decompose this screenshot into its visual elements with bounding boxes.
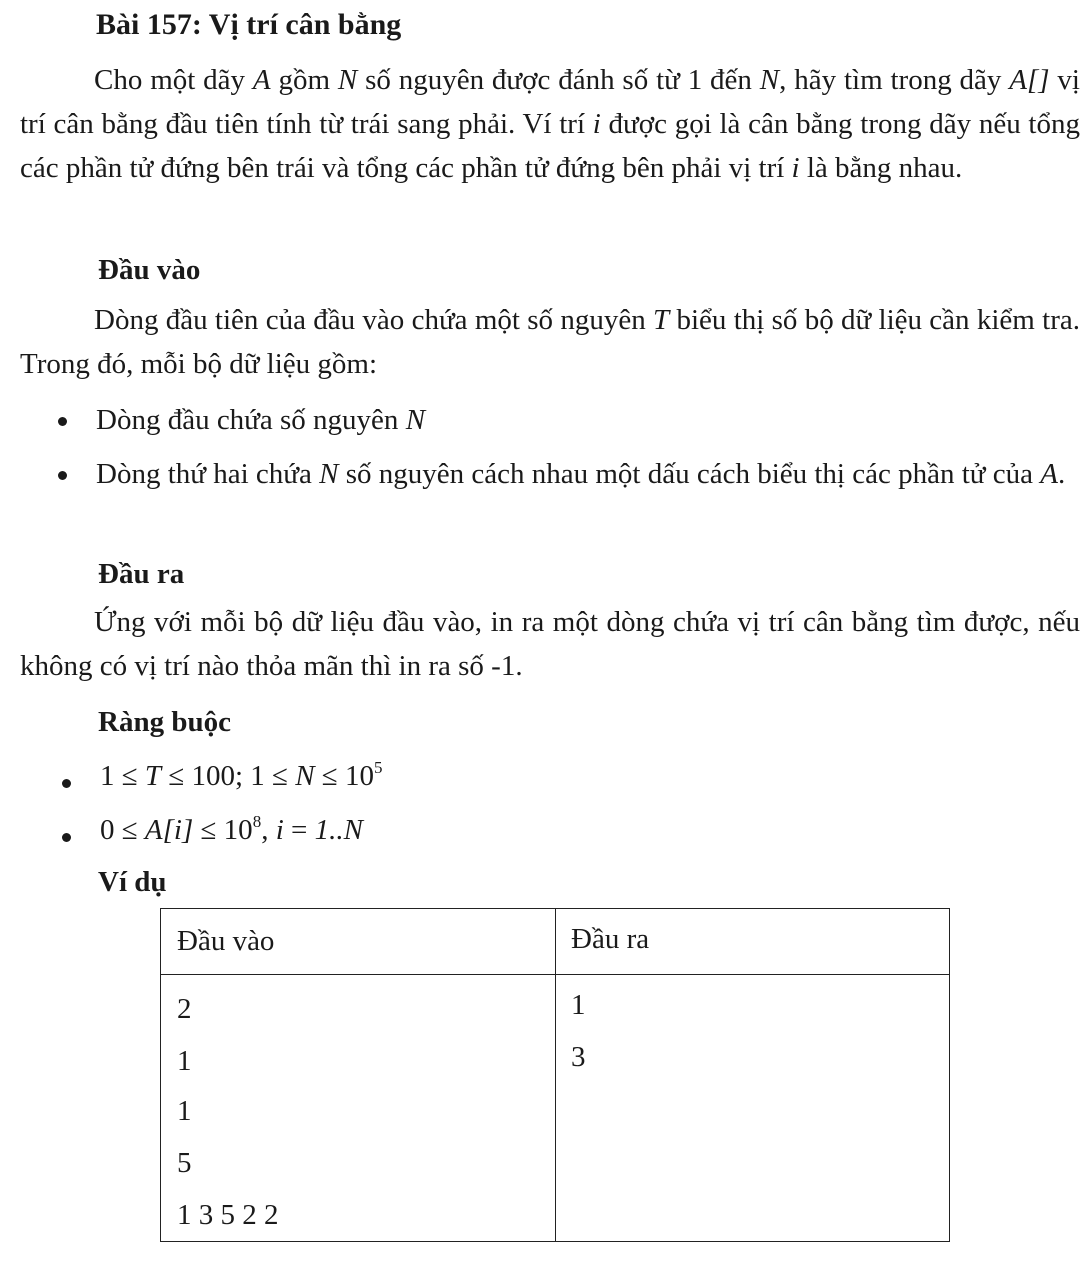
constraint-text: ≤ 10 — [314, 760, 374, 792]
input-bullet-1 — [96, 398, 1080, 442]
input-text: Dòng đầu tiên của đầu vào chứa một số nguyên — [94, 304, 654, 336]
exponent: 5 — [373, 758, 383, 777]
var-n: N — [337, 64, 358, 96]
input-line: 5 — [177, 1147, 192, 1179]
input-bullet-2 — [96, 452, 1080, 496]
table-column-divider — [555, 909, 556, 1241]
input-line: 1 — [177, 1045, 192, 1077]
var-i: i — [592, 108, 601, 140]
intro-text: số nguyên được đánh số từ 1 đến — [357, 64, 760, 96]
input-line: 2 — [177, 993, 192, 1025]
var-n: N — [295, 760, 315, 792]
bullet-dot — [58, 417, 67, 426]
constraint-text: ≤ 100; 1 ≤ — [161, 760, 296, 792]
var-i: i — [275, 814, 284, 846]
constraint-text: 1 ≤ — [100, 760, 145, 792]
var-array-a: A[] — [1009, 64, 1050, 96]
input-text: biểu thị số bộ dữ liệu cần kiểm tra. Trong đó, mỗi bộ dữ liệu gồm: — [20, 304, 1080, 380]
output-line: 3 — [571, 1041, 586, 1073]
input-line: 1 3 5 2 2 — [177, 1199, 279, 1231]
intro-text: là bằng nhau. — [799, 152, 963, 184]
problem-title: Bài 157: Vị trí cân bằng — [96, 8, 402, 41]
var-t: T — [653, 304, 670, 336]
constraint-1 — [100, 760, 382, 793]
output-text: Ứng với mỗi bộ dữ liệu đầu vào, in ra một dòng chứa vị trí cân bằng tìm được, nếu không có vị trí nào thỏa mãn thì in ra số -1. — [20, 606, 1080, 682]
bullet-text: Dòng thứ hai chứa — [96, 458, 320, 490]
var-n: N — [319, 458, 339, 490]
example-heading: Ví dụ — [98, 866, 167, 898]
constraints-heading: Ràng buộc — [98, 706, 231, 738]
constraint-2 — [100, 814, 363, 847]
exponent: 8 — [252, 812, 262, 831]
var-range: 1..N — [314, 814, 363, 846]
intro-text: được gọi là cân bằng trong dãy nếu tổng các phần tử đứng bên trái và tổng các phần tử đứng bên phải vị trí — [20, 108, 1080, 184]
constraint-text: ≤ 10 — [193, 814, 253, 846]
intro-paragraph — [20, 58, 1080, 190]
intro-text: gồm — [270, 64, 338, 96]
var-n: N — [405, 404, 426, 436]
var-array-a-i: A[i] — [144, 814, 194, 846]
constraint-text: 0 ≤ — [100, 814, 145, 846]
output-paragraph — [20, 600, 1080, 688]
bullet-text: Dòng đầu chứa số nguyên — [96, 404, 406, 436]
bullet-text: . — [1057, 458, 1066, 490]
var-a: A — [252, 64, 271, 96]
input-paragraph — [20, 298, 1080, 386]
table-header-output: Đầu ra — [571, 923, 650, 955]
bullet-text: số nguyên cách nhau một dấu cách biểu thị các phần tử của — [338, 458, 1041, 490]
var-t: T — [144, 760, 162, 792]
output-heading: Đầu ra — [98, 558, 185, 590]
input-line: 1 — [177, 1095, 192, 1127]
bullet-dot — [58, 471, 67, 480]
bullet-dot — [62, 833, 71, 842]
bullet-dot — [62, 779, 71, 788]
var-n: N — [759, 64, 780, 96]
output-line: 1 — [571, 989, 586, 1021]
intro-text: Cho một dãy — [94, 64, 253, 96]
var-i: i — [791, 152, 800, 184]
var-a: A — [1040, 458, 1058, 490]
input-heading: Đầu vào — [98, 254, 201, 286]
constraint-text: = — [283, 814, 315, 846]
example-table — [160, 908, 950, 1242]
table-header-input: Đầu vào — [177, 925, 275, 957]
constraint-text: , — [261, 814, 276, 846]
intro-text: , hãy tìm trong dãy — [779, 64, 1010, 96]
intro-text: vị trí cân bằng đầu tiên tính từ trái sang phải. Ví trí — [20, 64, 1080, 140]
